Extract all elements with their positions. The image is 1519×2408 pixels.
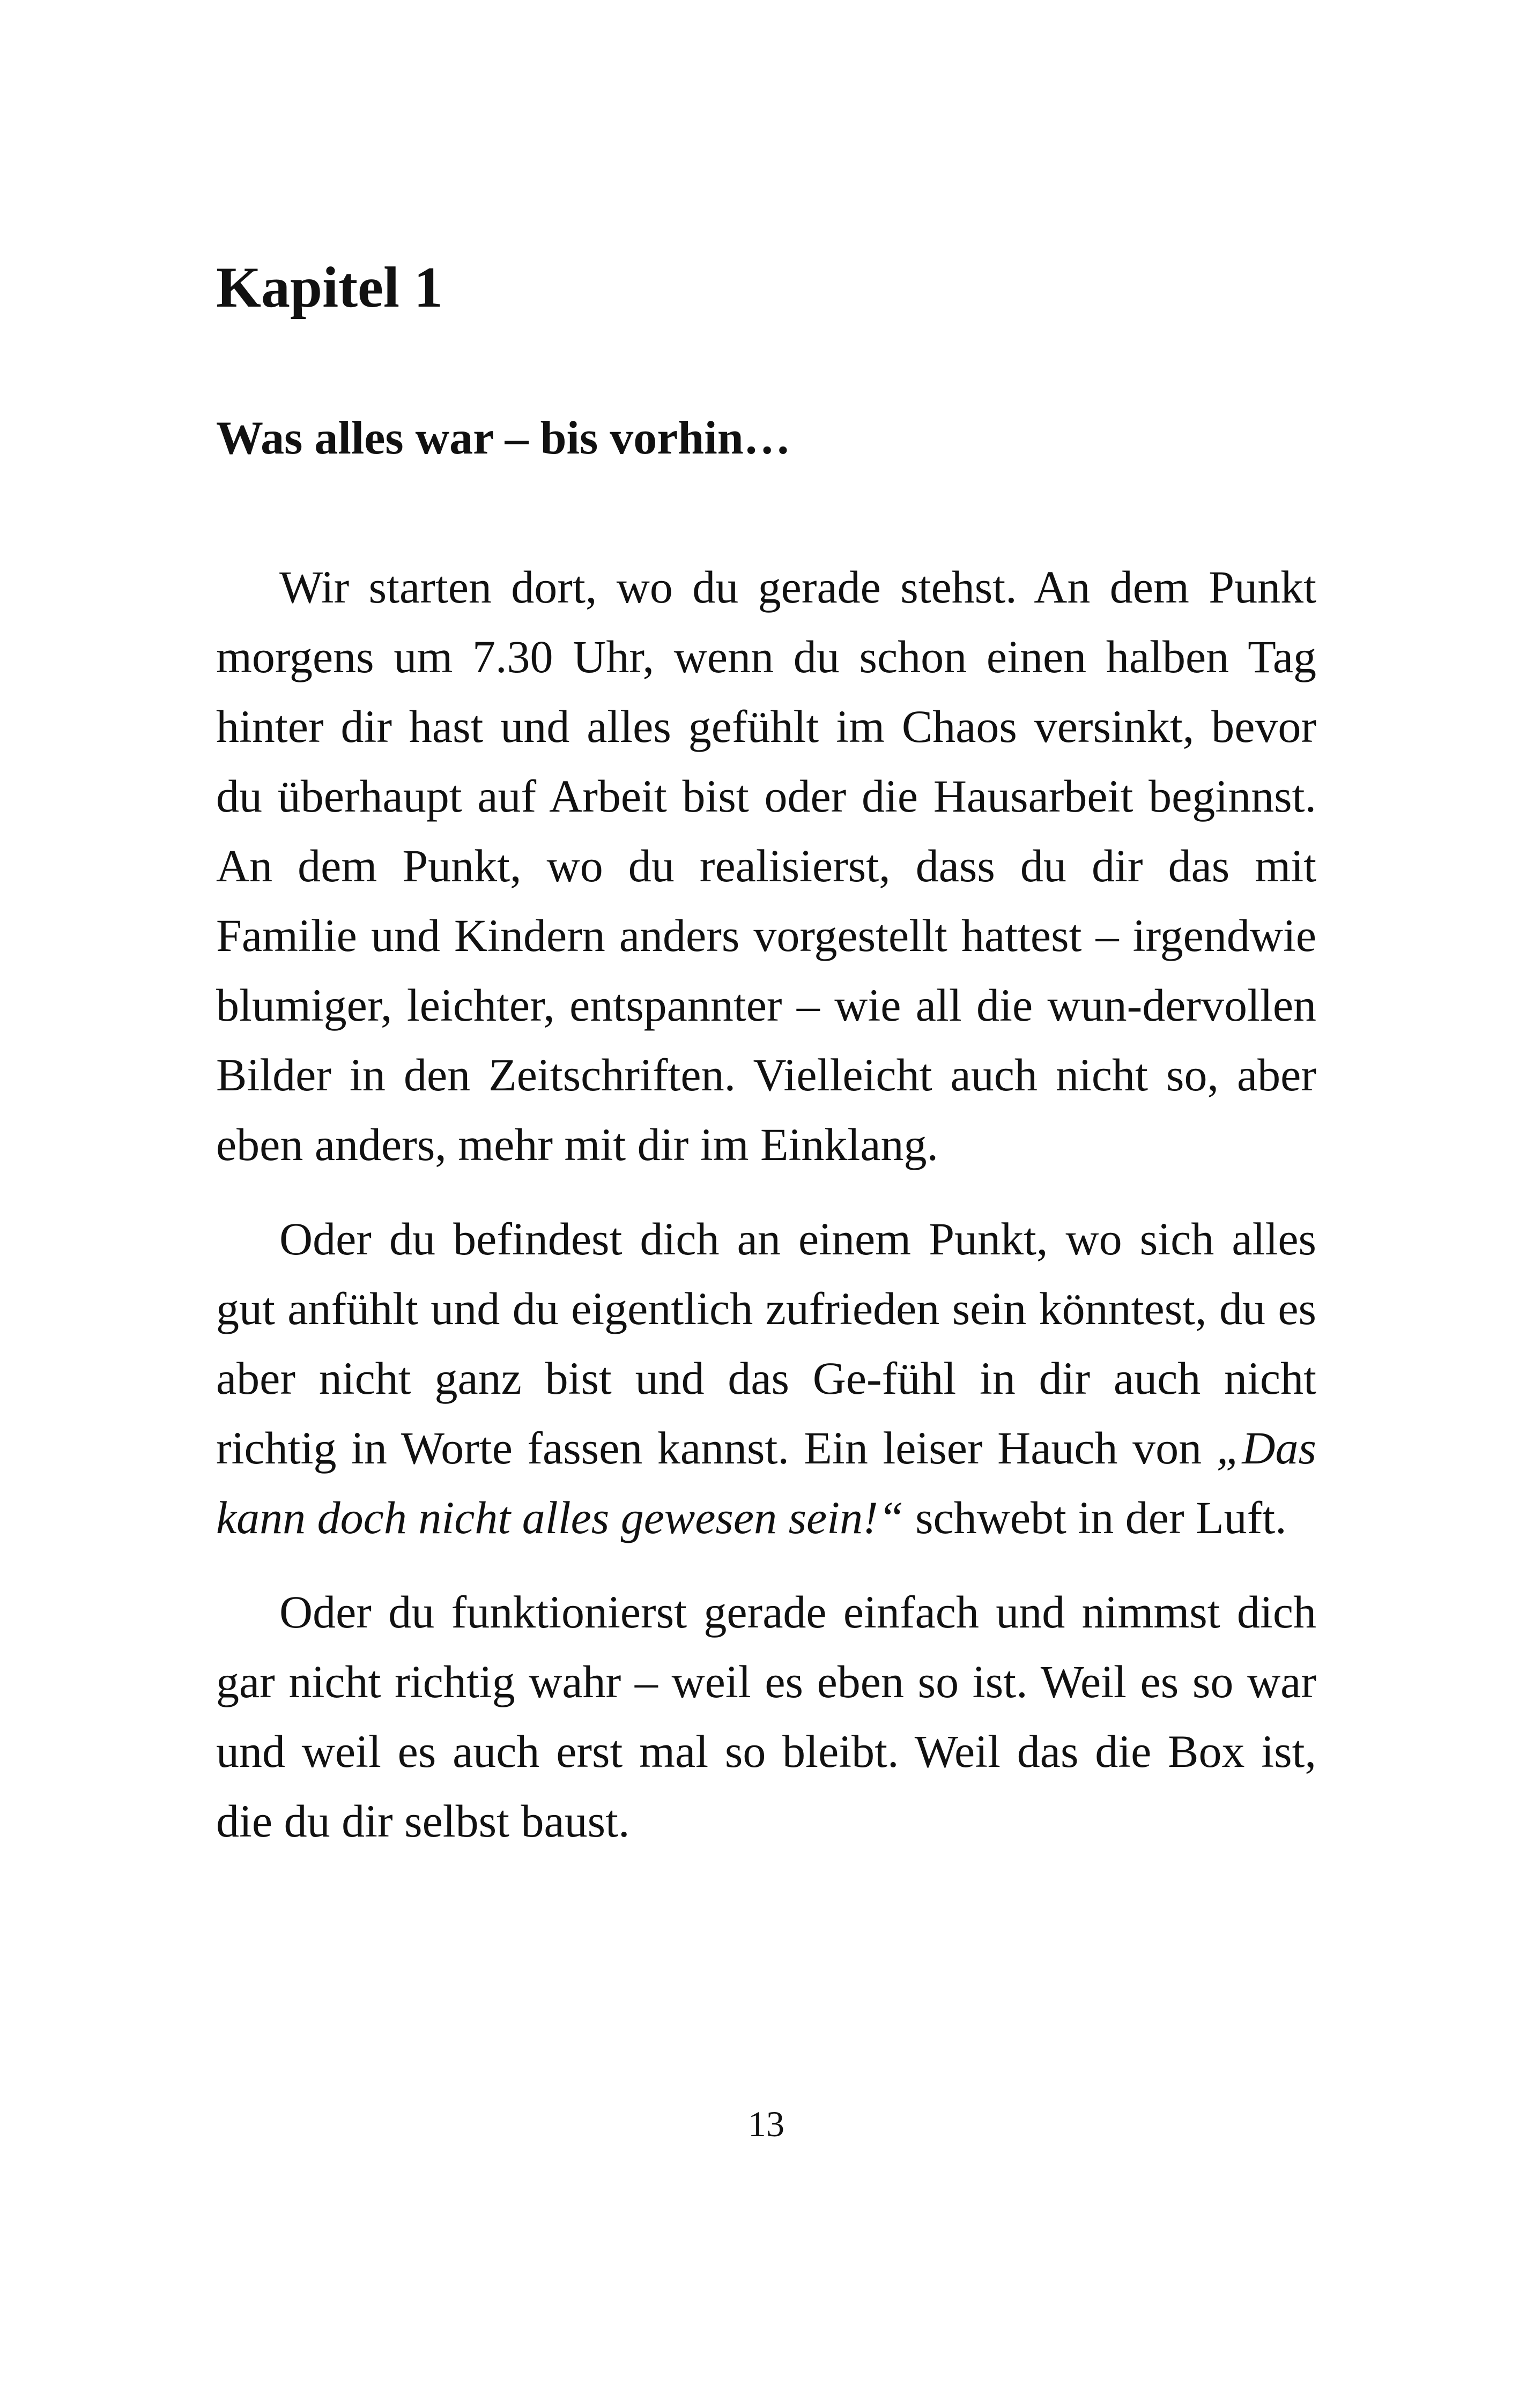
paragraph-2-quote: „Das kann doch nicht alles gewesen sein!“ (216, 1422, 1316, 1543)
paragraph-2-text-before-quote: Oder du befindest dich an einem Punkt, wo sich alles gut anfühlt und du eigentlich zufrieden sein könntest, du es aber nicht ganz bist und das Ge-fühl in dir auch nicht richtig in Worte fassen kannst. Ein leiser Hauch von (216, 1213, 1316, 1474)
book-page (216, 0, 1316, 2408)
chapter-title: Kapitel 1 (216, 256, 443, 319)
paragraph-3: Oder du funktionierst gerade einfach und nimmst dich gar nicht richtig wahr – weil es eben so ist. Weil es so war und weil es auch erst mal so bleibt. Weil das die Box ist, die du dir selbst baust. (216, 1586, 1316, 1847)
page-number: 13 (748, 2104, 784, 2144)
paragraph-1: Wir starten dort, wo du gerade stehst. An dem Punkt morgens um 7.30 Uhr, wenn du schon einen halben Tag hinter dir hast und alles gefühlt im Chaos versinkt, bevor du überhaupt auf Arbeit bist oder die Hausarbeit beginnst. An dem Punkt, wo du realisierst, dass du dir das mit Familie und Kindern anders vorgestellt hattest – irgendwie blumiger, leichter, entspannter – wie all die wun-dervollen Bilder in den Zeitschriften. Vielleicht auch nicht so, aber eben anders, mehr mit dir im Einklang. (216, 561, 1316, 1170)
paragraph-2 (216, 1204, 1316, 1552)
body-text (216, 552, 1316, 1856)
section-title: Was alles war – bis vorhin… (216, 412, 791, 464)
paragraph-2-text-after-quote: schwebt in der Luft. (903, 1492, 1287, 1543)
